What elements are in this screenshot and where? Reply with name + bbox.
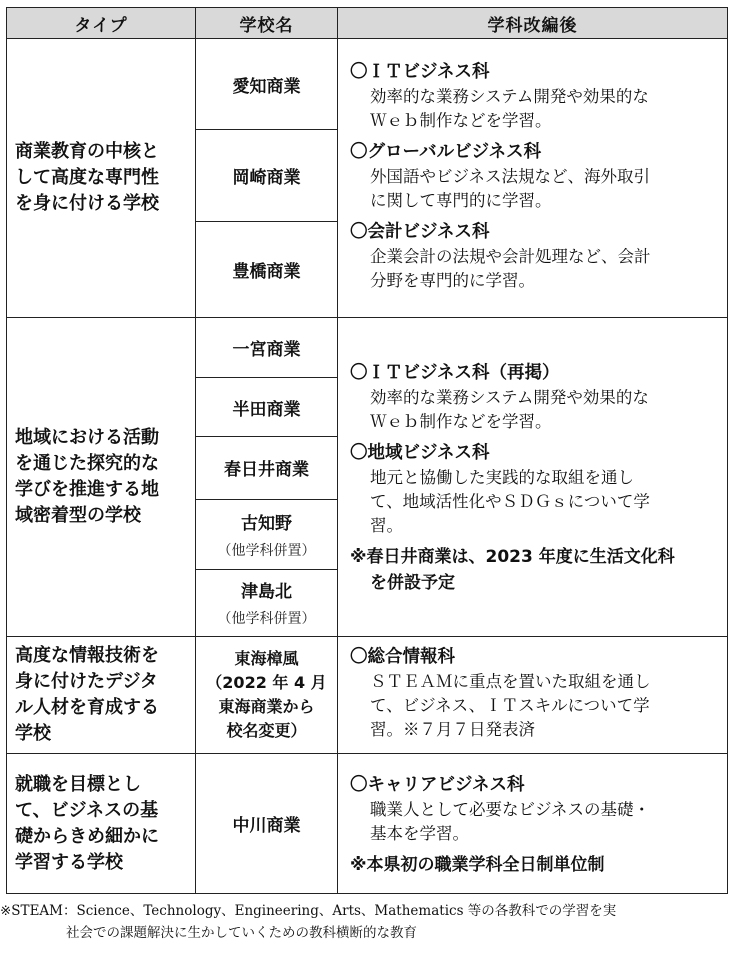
dept-desc: て、ビジネス、ＩＴスキルについて学 [370,696,650,716]
school-name-text: 古知野 [241,513,292,534]
course-reorganization-table [6,7,728,894]
dept-desc: 分野を専門的に学習。 [370,271,535,291]
header-dept: 学科改編後 [338,8,728,39]
dept-desc: に関して専門的に学習。 [370,191,552,211]
school-name: 豊橋商業 [196,221,338,317]
header-school: 学校名 [196,8,338,39]
dept-title: 〇ＩＴビジネス科 [350,62,490,83]
school-name-text: 東海樟風 [234,649,299,669]
dept-desc: 地元と協働した実践的な取組を通し [370,468,634,488]
type-line: を身に付ける学校 [15,193,159,215]
school-name: 岡崎商業 [196,130,338,221]
dept-desc: 効率的な業務システム開発や効果的な [370,87,649,107]
dept-title: 〇総合情報科 [350,647,455,668]
type-line: ル人材を育成する [15,697,159,719]
school-note: （他学科併置） [217,542,316,559]
school-name: 半田商業 [196,378,338,437]
table-row [7,637,728,754]
type-line: て、ビジネスの基 [15,799,159,821]
type-line: 商業教育の中核と [15,141,159,163]
dept-cell [338,637,728,754]
type-line: して高度な専門性 [15,167,159,189]
dept-note [350,544,721,596]
type-line: 高度な情報技術を [15,645,159,667]
dept-note-line: ※本県初の職業学科全日制単位制 [350,854,605,875]
table-row [7,754,728,894]
type-cell [7,39,196,318]
dept-cell [338,318,728,637]
dept-desc: 習。 [370,516,403,536]
dept-desc: 企業会計の法規や会計処理など、会計 [370,247,651,267]
dept-desc: 外国語やビジネス法規など、海外取引 [370,167,651,187]
school-name [196,637,338,754]
dept-title: 〇グローバルビジネス科 [350,142,542,163]
school-note: 校名変更） [226,721,307,741]
school-note: 東海商業から [218,697,315,717]
dept-desc: Ｗｅｂ制作などを学習。 [370,111,552,131]
type-cell [7,637,196,754]
dept-title: 〇会計ビジネス科 [350,222,490,243]
school-name: 春日井商業 [196,437,338,499]
school-name [196,569,338,636]
type-cell [7,754,196,894]
dept-cell [338,754,728,894]
school-note: （他学科併置） [217,611,316,628]
type-line: 地域における活動 [15,427,159,449]
type-line: 礎からきめ細かに [15,825,159,847]
footnote-line: ※STEAM：Science、Technology、Engineering、Arts、Mathematics 等の各教科での学習を実 [0,903,617,919]
type-cell [7,318,196,637]
dept-desc: ＳＴＥＡＭに重点を置いた取組を通し [370,672,651,692]
dept-desc: て、地域活性化やＳＤＧｓについて学 [370,492,650,512]
school-name: 一宮商業 [196,318,338,378]
type-line: を通じた探究的な [15,453,159,475]
table-row [7,39,728,130]
dept-cell [338,39,728,318]
dept-note [350,852,721,878]
type-line: 学習する学校 [15,851,123,873]
dept-desc: 基本を学習。 [370,823,469,843]
type-line: 就職を目標とし [15,773,141,795]
dept-desc: Ｗｅｂ制作などを学習。 [370,412,552,432]
type-line: 学校 [15,723,51,745]
school-name: 中川商業 [196,754,338,894]
dept-title: 〇ＩＴビジネス科（再掲） [350,363,560,384]
school-name: 愛知商業 [196,39,338,130]
table-row [7,318,728,378]
type-line: 身に付けたデジタ [15,671,158,693]
dept-desc: 習。※７月７日発表済 [370,720,535,740]
footnote-line: 社会での課題解決に生かしていくための教科横断的な教育 [66,925,417,941]
school-name-text: 津島北 [241,582,292,603]
header-row [7,8,728,39]
dept-title: 〇地域ビジネス科 [350,443,490,464]
dept-desc: 職業人として必要なビジネスの基礎・ [370,799,651,819]
header-type: タイプ [7,8,196,39]
type-line: 域密着型の学校 [15,505,141,527]
school-note: （2022 年 4 月 [206,673,327,693]
dept-note-line: を併設予定 [370,573,455,594]
school-name [196,499,338,569]
footnote [0,900,735,944]
dept-desc: 効率的な業務システム開発や効果的な [370,388,649,408]
dept-note-line: ※春日井商業は、2023 年度に生活文化科 [350,547,675,568]
type-line: 学びを推進する地 [15,479,159,501]
dept-title: 〇キャリアビジネス科 [350,774,525,795]
